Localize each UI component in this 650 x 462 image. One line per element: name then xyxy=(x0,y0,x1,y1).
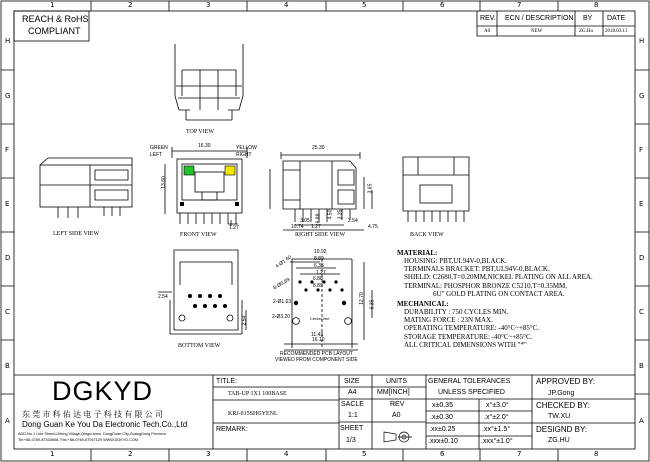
size-value: A4 xyxy=(348,389,357,396)
left-side-view-title: LEFT SIDE VIEW xyxy=(53,231,100,237)
company-address: ADD:No.1 Lirle Street,LiHeng Village,Qingxi town, DongGuan City,GuangDong Province xyxy=(18,432,167,436)
row-label-left-c: C xyxy=(5,308,10,316)
tolerance-angular-3: .xx°±1.5° xyxy=(482,426,511,433)
dim-pcb-bottom-2: 16.10 xyxy=(312,337,325,343)
units-value: MM[INCH] xyxy=(377,389,410,396)
tolerance-angular-4: .xxx°±1.0° xyxy=(481,438,513,445)
size-label: SIZE xyxy=(344,378,360,385)
mechanical-line-5: ALL CRITICAL DIMENSIONS WITH "*" xyxy=(404,341,527,349)
dim-pcb-right-1: 12.70 xyxy=(358,292,365,305)
col-label-bottom-5: 5 xyxy=(362,450,367,458)
checked-by-label: CHECKED BY: xyxy=(536,401,590,410)
compliance-line-1: REACH & RoHS xyxy=(22,14,89,24)
pcb-layout-title-2: VIEWED FROM COMPONENT SIDE xyxy=(275,357,358,363)
rev-value: A0 xyxy=(392,412,401,419)
col-label-bottom-7: 7 xyxy=(517,450,522,458)
row-label-right-a: A xyxy=(639,417,644,425)
back-view-drawing xyxy=(403,157,469,222)
front-view-title: FRONT VIEW xyxy=(180,232,217,238)
approved-by-label: APPROVED BY: xyxy=(536,377,596,386)
sheet-label: SHEET xyxy=(340,425,364,432)
mechanical-title: MECHANICAL: xyxy=(397,300,449,308)
col-label-bottom-6: 6 xyxy=(440,450,445,458)
filled-details xyxy=(179,202,351,324)
rev-label: REV xyxy=(390,401,405,408)
company-name-en: Dong Guan Ke You Da Electronic Tech.Co.,Ltd xyxy=(22,420,188,429)
col-label-bottom-8: 8 xyxy=(594,450,599,458)
title-label: TITLE: xyxy=(216,378,238,385)
dim-pcb-2: 8.89 xyxy=(314,256,324,262)
dim-side-i: 3.65 xyxy=(367,183,374,194)
dim-pcb-hole-3: 2-Ø1.63 xyxy=(273,299,292,305)
dim-side-g: 1.27 xyxy=(311,224,321,230)
dim-bottom-right: 2.54 xyxy=(241,315,248,326)
right-side-view-title: RIGHT SIDE VIEW xyxy=(295,232,346,238)
row-label-right-e: E xyxy=(639,200,644,208)
yellow-led xyxy=(225,166,235,175)
dim-pcb-3: 6.35 xyxy=(314,263,324,269)
row-label-left-h: H xyxy=(5,37,11,45)
front-view-drawing xyxy=(165,147,247,226)
col-label-top-7: 7 xyxy=(517,1,522,9)
rev-row-date: 2018.03.13 xyxy=(605,29,628,34)
row-label-right-g: G xyxy=(639,92,645,100)
dim-side-d: 4.50 xyxy=(327,209,334,220)
col-label-top-3: 3 xyxy=(206,1,211,9)
company-logo: DGKYD xyxy=(52,376,154,406)
approved-by-value: JP.Gong xyxy=(548,390,575,397)
dim-front-height: 13.60 xyxy=(160,176,167,189)
dim-pcb-6: 8.89 xyxy=(313,283,323,289)
scale-value: 1:1 xyxy=(348,412,358,419)
dim-pcb-4: 1.27 xyxy=(316,270,326,276)
mechanical-line-2: MATING FORCE : 23N MAX. xyxy=(404,316,493,324)
dim-side-h: 3.35 xyxy=(337,209,344,220)
rev-row-by: ZG.Hu xyxy=(579,29,594,34)
dim-pcb-hole-4: 2-Ø3.20 xyxy=(272,314,291,320)
dim-front-width: 16.30 xyxy=(198,143,211,149)
tolerance-title-2: UNLESS SPECIFIED xyxy=(438,389,505,396)
company-name-cn: 东 莞 市 科 佑 达 电 子 科 技 有 限 公 司 xyxy=(22,410,163,419)
dim-front-bottom: 1.27 xyxy=(229,225,239,231)
material-title: MATERIAL: xyxy=(397,249,438,257)
units-label: UNITS xyxy=(386,378,407,385)
bottom-view-title: BOTTOM VIEW xyxy=(178,343,221,349)
row-label-left-e: E xyxy=(5,200,10,208)
checked-by-value: TW.XU xyxy=(548,413,571,420)
mechanical-line-4: STORAGE TEMPERATURE: -40°C~+85°C. xyxy=(404,333,533,341)
col-label-top-5: 5 xyxy=(362,1,367,9)
col-label-bottom-1: 1 xyxy=(50,450,55,458)
row-label-left-d: D xyxy=(5,254,11,262)
rev-row-ecn: NEW xyxy=(531,29,543,34)
tolerance-linear-4: .xxx±0.10 xyxy=(428,438,458,445)
tolerance-linear-2: .x±0.30 xyxy=(430,414,453,421)
row-label-right-b: B xyxy=(639,362,644,370)
rev-header-by: BY xyxy=(583,15,593,22)
row-label-left-b: B xyxy=(5,362,10,370)
tolerance-linear-3: .xx±0.25 xyxy=(429,426,456,433)
dim-pcb-top: 10.92 xyxy=(314,249,327,255)
tolerance-angular-1: x°±3.0° xyxy=(486,402,509,409)
top-view-title: TOP VIEW xyxy=(186,129,215,135)
tolerance-title-1: GENERAL TOLERANCES xyxy=(428,378,511,385)
green-led-label-2: LEFT xyxy=(150,152,163,158)
sheet-value: 1/3 xyxy=(346,437,356,444)
dim-pcb-center-line: Center line xyxy=(310,316,330,321)
row-label-right-h: H xyxy=(639,37,645,45)
dim-side-a: 3.05 xyxy=(300,218,310,224)
back-view-title: BACK VIEW xyxy=(410,232,444,238)
yellow-led-label-1: YELLOW xyxy=(236,145,257,151)
col-label-top-1: 1 xyxy=(50,1,55,9)
designed-by-label: DESIGND BY: xyxy=(536,425,588,434)
dim-side-f: 4.75 xyxy=(368,224,378,230)
tolerance-angular-2: .x°±2.0° xyxy=(484,414,509,421)
designed-by-value: ZG.HU xyxy=(548,437,570,444)
rev-header-ecn: ECN / DESCRIPTION xyxy=(505,15,574,22)
col-label-top-6: 6 xyxy=(440,1,445,9)
dim-side-e: 2.54 xyxy=(348,218,358,224)
rev-header-rev: REV. xyxy=(480,15,496,22)
row-label-right-f: F xyxy=(639,146,644,154)
col-label-bottom-4: 4 xyxy=(284,450,289,458)
material-line-1: HOUSING: PBT,UL94V-0,BLACK. xyxy=(404,257,508,265)
dim-side-b: 10.74 xyxy=(291,224,304,230)
material-line-4: TERMINAL: PHOSPHOR BRONZE C5210,T=0.35MM, xyxy=(404,282,568,290)
compliance-line-2: COMPLIANT xyxy=(28,26,81,36)
col-label-top-2: 2 xyxy=(128,1,133,9)
left-side-view-drawing xyxy=(40,158,132,218)
row-label-left-f: F xyxy=(5,146,10,154)
dim-bottom-left: 2.54 xyxy=(158,294,168,300)
material-line-2: TERMINALS BRACKET: PBT,UL94V-0,BLACK. xyxy=(404,265,550,273)
scale-label: SACLE xyxy=(341,401,364,408)
col-label-bottom-3: 3 xyxy=(206,450,211,458)
bottom-view-drawing xyxy=(158,250,246,334)
remark-label: REMARK: xyxy=(216,426,248,433)
col-label-top-8: 8 xyxy=(594,1,599,9)
dim-side-width: 25.30 xyxy=(312,145,325,151)
part-number: KRJ-015SHGYENL xyxy=(228,411,278,417)
dim-pcb-right-2: 6.35 xyxy=(369,299,376,310)
pcb-layout-title-1: RECOMMENDED PCB LAYOUT xyxy=(280,351,353,357)
dim-pcb-5: 6.88 xyxy=(313,276,323,282)
rev-header-date: DATE xyxy=(607,15,626,22)
row-label-left-a: A xyxy=(5,417,10,425)
dim-pcb-hole-2: 8-Ø0.89 xyxy=(272,276,292,292)
material-line-5: 6U" GOLD PLATING ON CONTACT AREA. xyxy=(433,290,565,298)
mechanical-line-1: DURABILITY : 750 CYCLES MIN. xyxy=(404,308,509,316)
mechanical-line-3: OPERATING TEMPERATURE: -40°C~+85°C. xyxy=(404,324,540,332)
tolerance-linear-1: x±0.35 xyxy=(432,402,453,409)
dim-pcb-bottom-1: 11.43 xyxy=(311,332,324,338)
yellow-led-label-2: RIGHT xyxy=(236,152,252,158)
rev-row-rev: A0 xyxy=(484,29,491,34)
projection-symbol xyxy=(384,432,412,442)
material-line-3: SHIELD: C2680,T=0.20MM,NICKEL PLATING ON ALL AREA. xyxy=(404,273,593,281)
dim-side-c: 6.88 xyxy=(315,213,322,224)
green-led xyxy=(184,166,194,175)
company-tel: Tel:+86-0769-87334608, Fax:+86-0769-87947129 WWW.DGKYD.COM xyxy=(18,438,139,442)
col-label-top-4: 4 xyxy=(284,1,289,9)
row-label-left-g: G xyxy=(5,92,11,100)
dim-pcb-hole-1: 4-Ø1.60 xyxy=(274,254,293,270)
row-label-right-d: D xyxy=(639,254,645,262)
title-value: TAB-UP 1X1 100BASE xyxy=(228,391,287,397)
green-led-label-1: GREEN xyxy=(150,145,168,151)
col-label-bottom-2: 2 xyxy=(128,450,133,458)
row-label-right-c: C xyxy=(639,308,644,316)
top-view-drawing xyxy=(175,44,243,120)
